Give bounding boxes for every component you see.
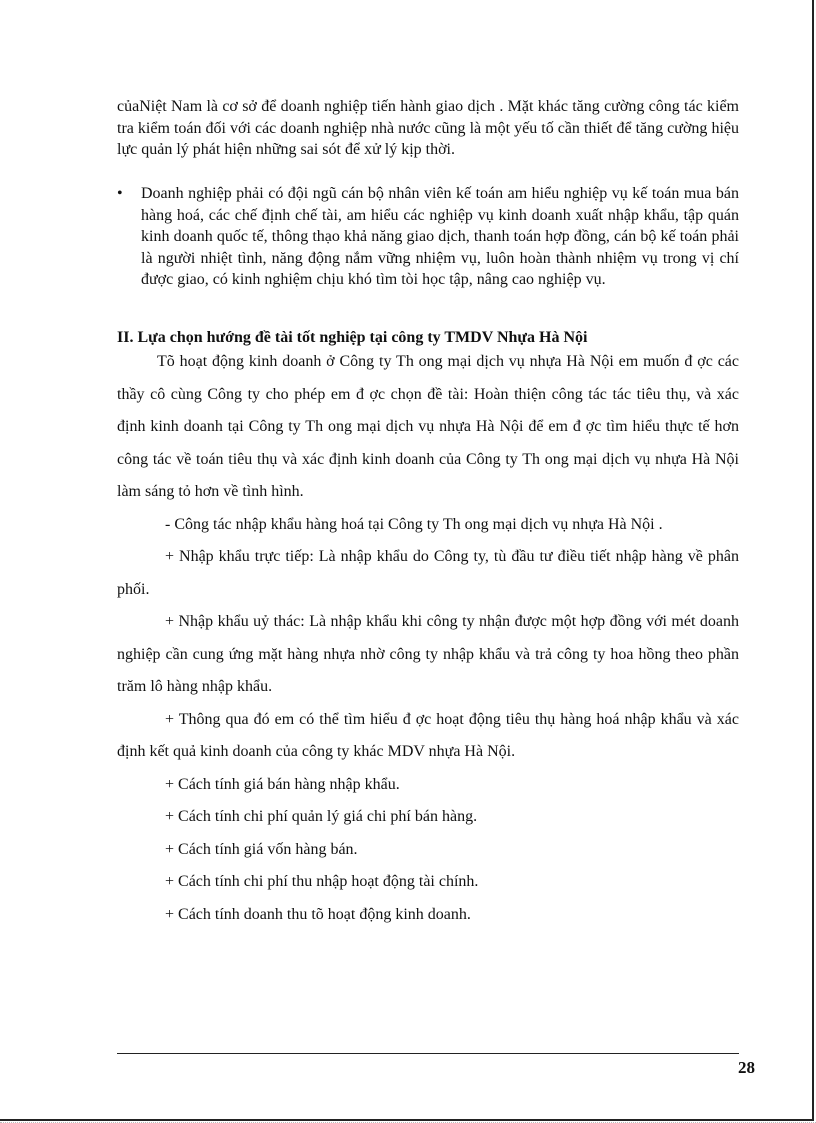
body-paragraph: + Nhập khẩu trực tiếp: Là nhập khẩu do Công ty, tù đầu tư điều tiết nhập hàng về phân phối.: [117, 548, 739, 598]
body-paragraph: Tõ hoạt động kinh doanh ở Công ty Th ong mại dịch vụ nhựa Hà Nội em muốn đ ợc các thầy cô cùng Công ty cho phép em đ ợc chọn đề tài: Hoàn thiện công tác tác tiêu thụ, và xác định kinh doanh tại Công ty Th ong mại dịch vụ nhựa Hà Nội để em đ ợc tìm hiểu thực tế hơn công tác về toán tiêu thụ và xác định kinh doanh của Công ty Th ong mại dịch vụ nhựa Hà Nội làm sáng tỏ hơn về tình hình.: [117, 353, 739, 500]
body-paragraph: + Thông qua đó em có thể tìm hiểu đ ợc hoạt động tiêu thụ hàng hoá nhập khẩu và xác định kết quả kinh doanh của công ty khác MDV nhựa Hà Nội.: [117, 710, 739, 760]
body-paragraph: + Cách tính chi phí quản lý giá chi phí bán hàng.: [165, 808, 478, 825]
paragraph-intro: củaNiệt Nam là cơ sở để doanh nghiệp tiến hành giao dịch . Mặt khác tăng cường công tác kiểm tra kiểm toán đối với các doanh nghiệp nhà nước cũng là một yếu tố cần thiết để tăng cường hiệu lực quản lý phát hiện những sai sót để xử lý kịp thời.: [117, 98, 739, 158]
body-paragraph: + Cách tính giá vốn hàng bán.: [165, 840, 358, 858]
body-paragraph: - Công tác nhập khẩu hàng hoá tại Công ty Th ong mại dịch vụ nhựa Hà Nội .: [165, 515, 663, 533]
page-number: 28: [738, 1058, 755, 1077]
section-heading: II. Lựa chọn hướng đề tài tốt nghiệp tại công ty TMDV Nhựa Hà Nội: [117, 329, 588, 346]
body-paragraph: + Cách tính doanh thu tõ hoạt động kinh doanh.: [165, 905, 471, 923]
bullet-text: Doanh nghiệp phải có đội ngũ cán bộ nhân viên kế toán am hiểu nghiệp vụ kế toán mua bán hàng hoá, các chế định chế tài, am hiểu các nghiệp vụ kinh doanh xuất nhập khẩu, tập quán kinh doanh quốc tế, thông thạo khả năng giao dịch, thanh toán hợp đồng, cán bộ kế toán phải là người nhiệt tình, năng động nắm vững nhiệm vụ, luôn hoàn thành nhiệm vụ trong vị chí được giao, có kinh nghiệm chịu khó tìm tòi học tập, nâng cao nghiệp vụ.: [141, 185, 739, 288]
bullet-item: [117, 183, 739, 291]
footer-rule: [117, 1053, 739, 1054]
section-body: [117, 346, 739, 931]
bullet-icon: •: [117, 185, 123, 202]
body-paragraph: + Cách tính giá bán hàng nhập khẩu.: [165, 775, 400, 793]
body-paragraph: + Nhập khẩu uỷ thác: Là nhập khẩu khi công ty nhận được một hợp đồng với mét doanh nghiệp cần cung ứng mặt hàng nhựa nhờ công ty nhập khẩu và trả công ty hoa hồng theo phần trăm lô hàng nhập khẩu.: [117, 613, 739, 695]
body-paragraph: + Cách tính chi phí thu nhập hoạt động tài chính.: [165, 873, 479, 890]
